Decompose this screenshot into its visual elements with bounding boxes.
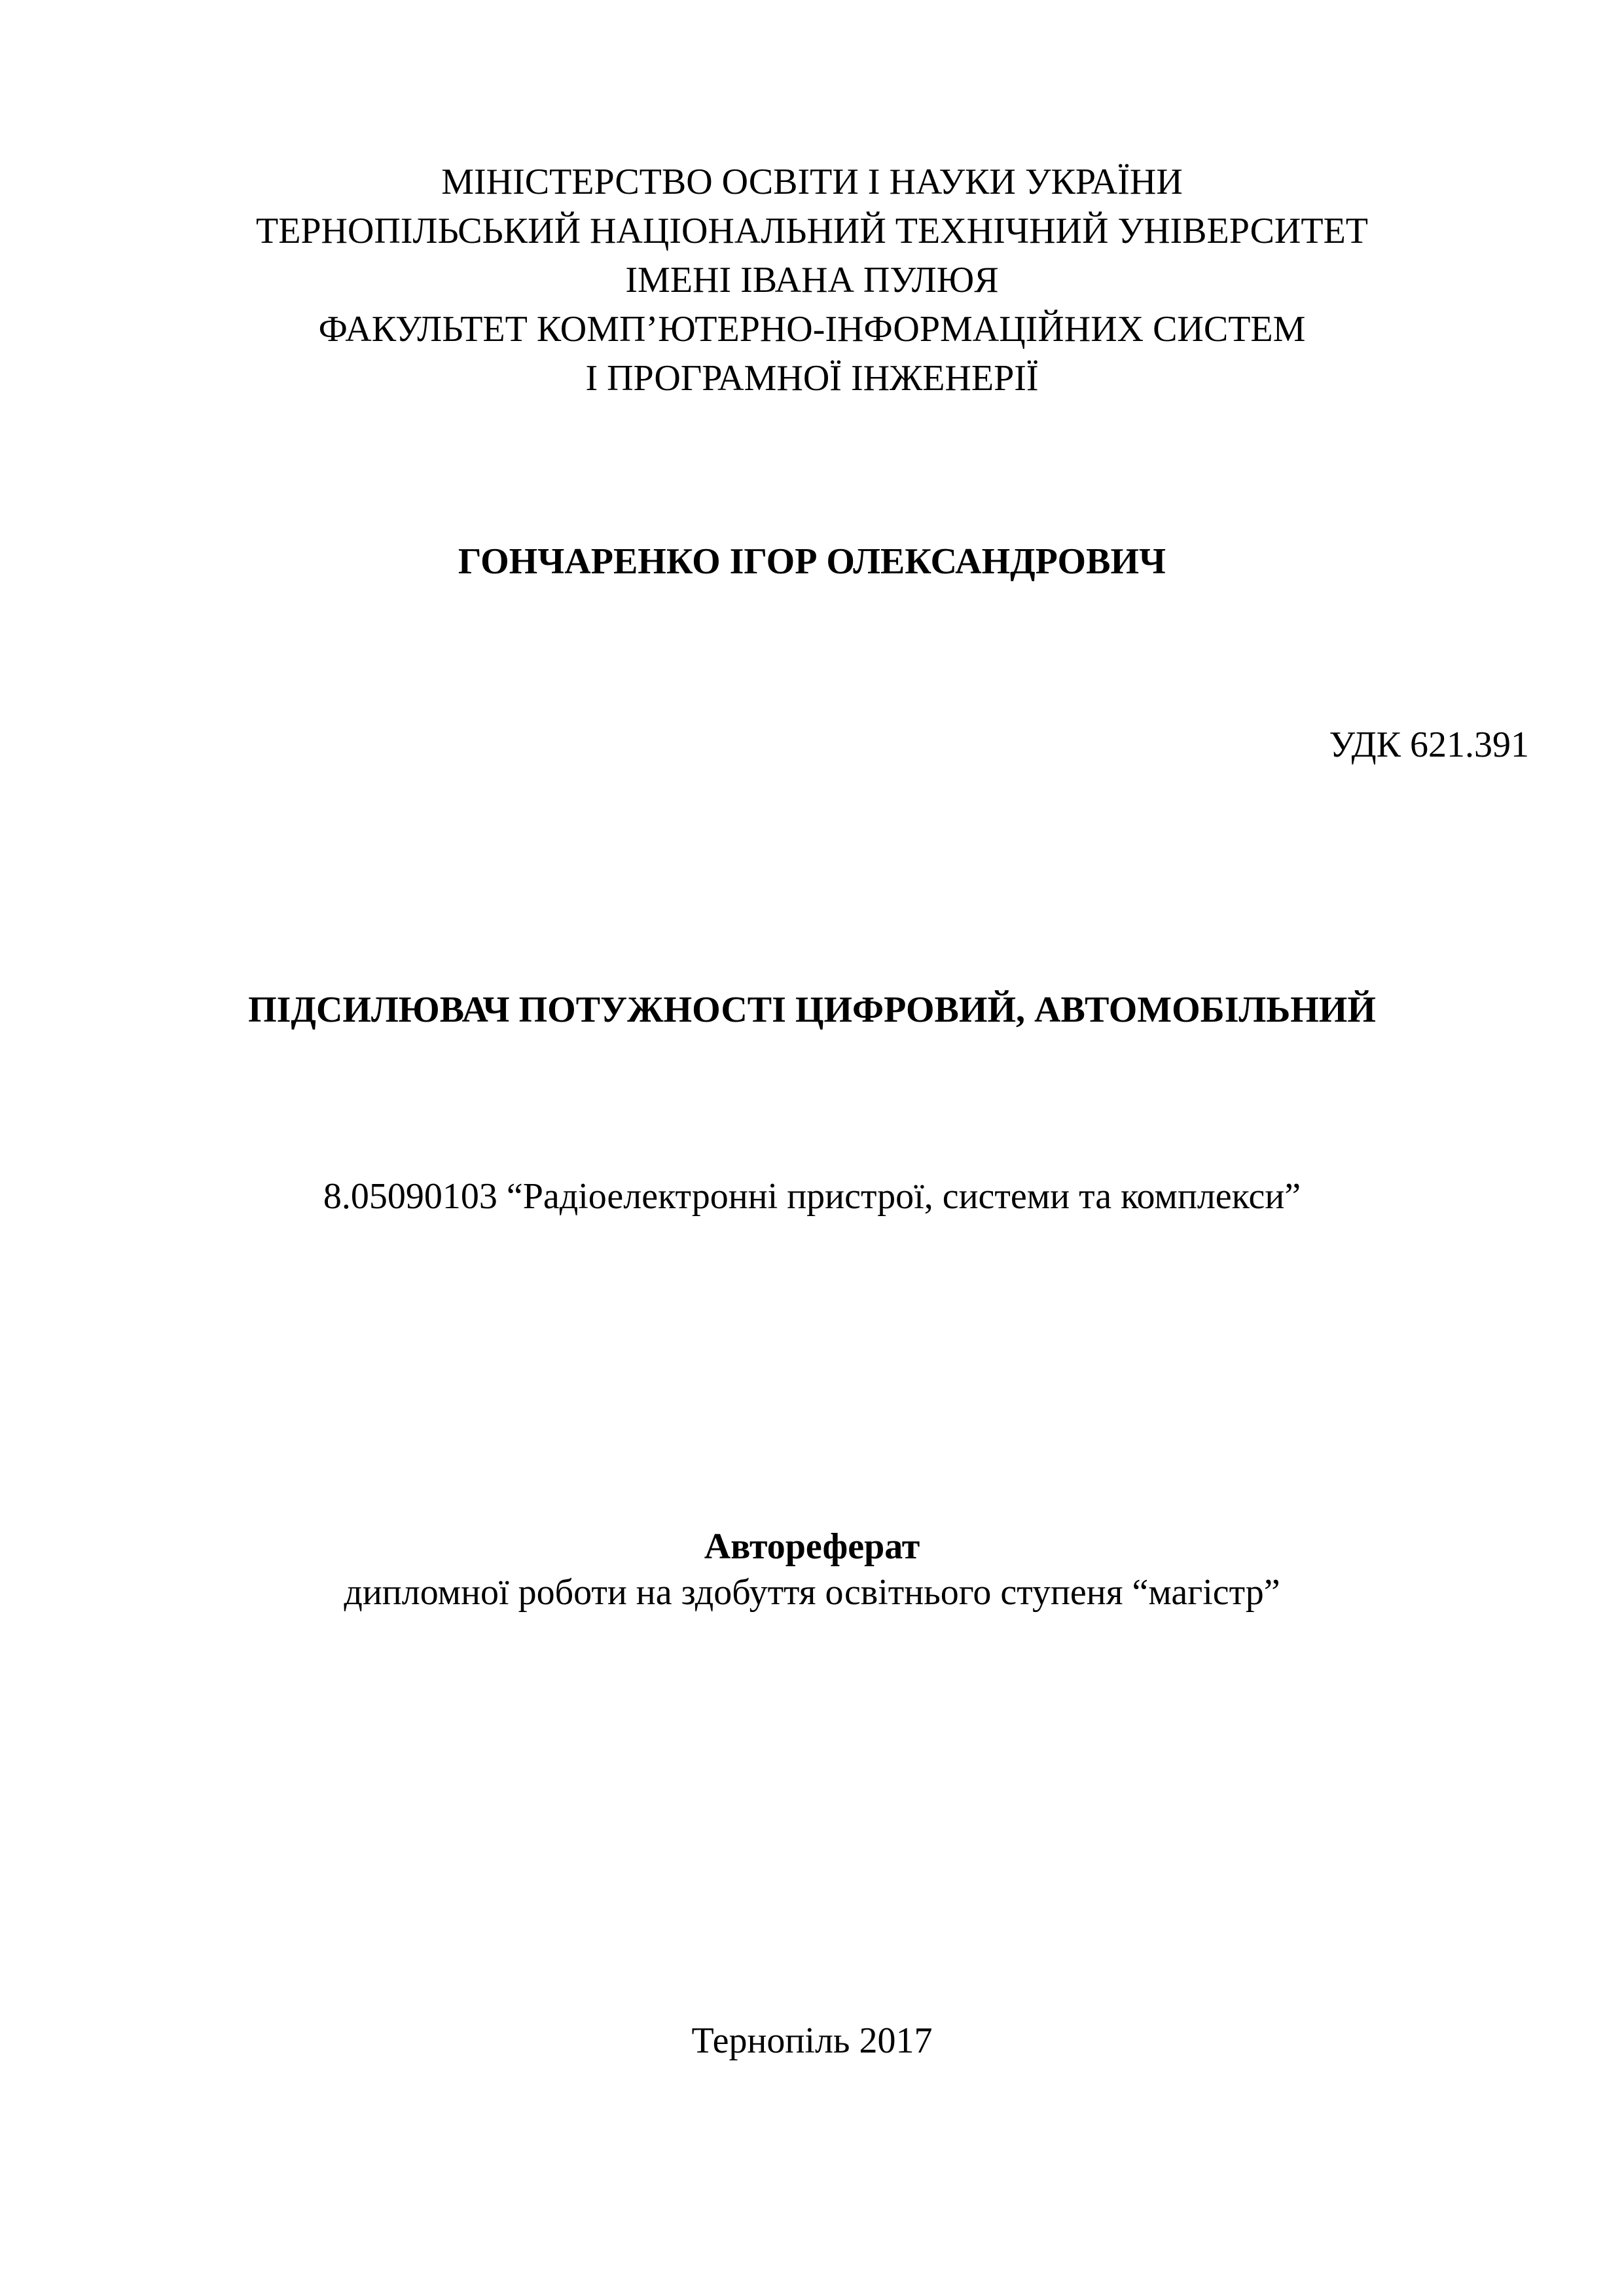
- abstract-subtitle: дипломної роботи на здобуття освітнього ступеня “магістр”: [344, 1572, 1280, 1613]
- faculty-line: ФАКУЛЬТЕТ КОМП’ЮТЕРНО-ІНФОРМАЦІЙНИХ СИСТЕМ: [318, 309, 1306, 350]
- specialty-code: 8.05090103 “Радіоелектронні пристрої, системи та комплекси”: [323, 1176, 1301, 1217]
- abstract-heading: Автореферат: [704, 1526, 920, 1567]
- university-name-line: ІМЕНІ ІВАНА ПУЛЮЯ: [625, 260, 999, 300]
- university-line: ТЕРНОПІЛЬСЬКИЙ НАЦІОНАЛЬНИЙ ТЕХНІЧНИЙ УНІВЕРСИТЕТ: [256, 211, 1368, 251]
- city-year: Тернопіль 2017: [691, 2020, 933, 2061]
- ministry-line: МІНІСТЕРСТВО ОСВІТИ І НАУКИ УКРАЇНИ: [441, 162, 1183, 202]
- thesis-title: ПІДСИЛЮВАЧ ПОТУЖНОСТІ ЦИФРОВИЙ, АВТОМОБІЛЬНИЙ: [248, 990, 1376, 1030]
- author-name: ГОНЧАРЕНКО ІГОР ОЛЕКСАНДРОВИЧ: [458, 541, 1166, 582]
- udk-code: УДК 621.391: [1329, 725, 1529, 765]
- faculty-line-2: І ПРОГРАМНОЇ ІНЖЕНЕРІЇ: [585, 358, 1039, 399]
